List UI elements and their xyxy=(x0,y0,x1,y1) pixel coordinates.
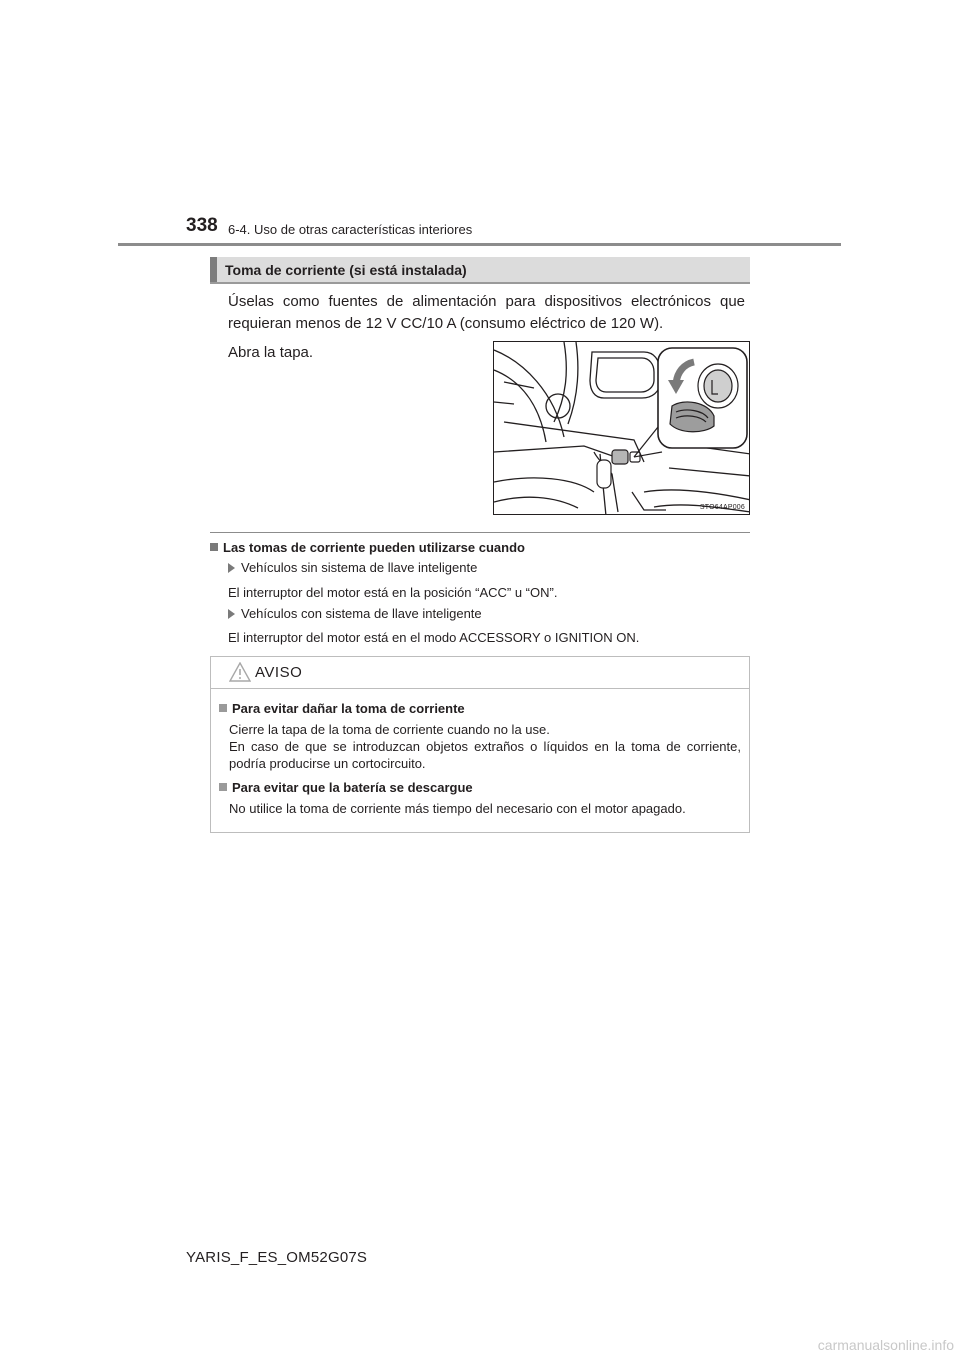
section-title: 6-4. Uso de otras características interiores xyxy=(228,222,473,237)
power-outlet-illustration xyxy=(493,341,750,515)
warning-header xyxy=(211,657,749,689)
list-item xyxy=(228,560,477,575)
warning-title: AVISO xyxy=(255,664,303,681)
triangle-bullet-icon xyxy=(228,609,235,619)
list-item-text: El interruptor del motor está en la posición “ACC” u “ON”. xyxy=(228,585,558,600)
dashboard-drawing xyxy=(494,342,750,515)
warning-line: No utilice la toma de corriente más tiempo del necesario con el motor apagado. xyxy=(229,801,686,816)
watermark: carmanualsonline.info xyxy=(817,1337,954,1353)
note-heading-text: Las tomas de corriente pueden utilizarse cuando xyxy=(223,540,525,555)
open-cover-instruction: Abra la tapa. xyxy=(228,344,314,361)
warning-subheading-text: Para evitar que la batería se descargue xyxy=(232,780,473,795)
intro-paragraph: Úselas como fuentes de alimentación para dispositivos electrónicos que requieran menos de 12 V CC/10 A (consumo eléctrico de 120 W). xyxy=(228,293,745,332)
square-bullet-icon xyxy=(210,543,218,551)
warning-line: Cierre la tapa de la toma de corriente cuando no la use. xyxy=(229,722,550,737)
triangle-bullet-icon xyxy=(228,563,235,573)
section-divider xyxy=(210,532,750,533)
warning-subheading xyxy=(219,780,473,795)
footer-document-code: YARIS_F_ES_OM52G07S xyxy=(186,1249,368,1266)
section-heading-bar xyxy=(210,257,750,284)
page-number: 338 xyxy=(186,215,218,236)
section-heading: Toma de corriente (si está instalada) xyxy=(225,262,467,278)
square-bullet-icon xyxy=(219,704,227,712)
warning-subheading xyxy=(219,701,465,716)
list-item xyxy=(228,606,482,621)
list-item-text: El interruptor del motor está en el modo ACCESSORY o IGNITION ON. xyxy=(228,630,640,645)
warning-triangle-icon xyxy=(229,662,251,682)
list-item-label: Vehículos con sistema de llave inteligente xyxy=(241,606,482,621)
heading-accent xyxy=(210,257,217,282)
square-bullet-icon xyxy=(219,783,227,791)
warning-subheading-text: Para evitar dañar la toma de corriente xyxy=(232,701,465,716)
warning-line: En caso de que se introduzcan objetos extraños o líquidos en la toma de corriente, podría producirse un cortocircuito. xyxy=(229,739,741,771)
figure-code: STO64AP006 xyxy=(699,504,745,511)
note-heading xyxy=(210,540,525,555)
header-rule xyxy=(118,243,841,246)
warning-box xyxy=(210,656,750,833)
list-item-label: Vehículos sin sistema de llave inteligente xyxy=(241,560,478,575)
